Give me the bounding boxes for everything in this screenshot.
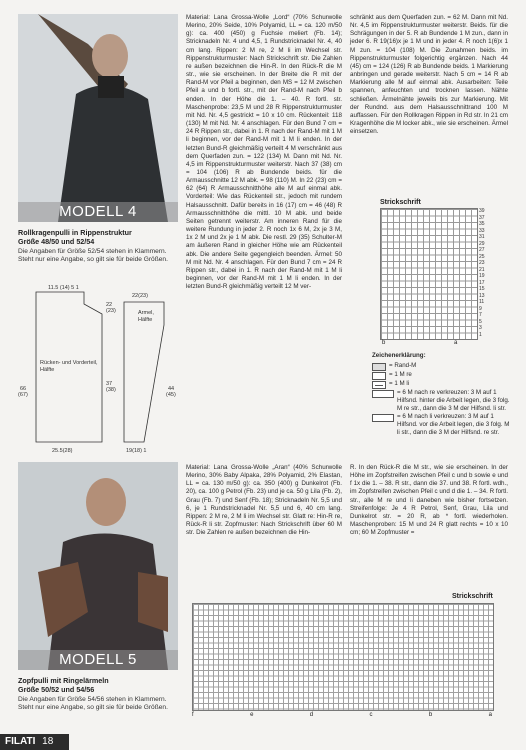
model-5-title-line2: Größe 50/52 und 54/56 xyxy=(18,685,95,694)
page-footer xyxy=(0,734,69,750)
model-4-photo xyxy=(18,14,178,222)
row-label: 25 xyxy=(479,253,485,260)
schematic-sleeve-label: Ärmel, Hälfte xyxy=(138,310,154,323)
legend-item xyxy=(372,362,512,371)
row-label: 17 xyxy=(479,279,485,286)
legend-item-text: = 1 M li xyxy=(389,380,410,387)
chart-top-arrow-a: a xyxy=(454,340,458,346)
row-label: 37 xyxy=(479,214,485,221)
row-label: 19 xyxy=(479,273,485,279)
chart-top-grid xyxy=(380,208,478,340)
row-label: 1 xyxy=(479,331,482,338)
legend-item-text: = 6 M nach li verkreuzen: 3 M auf 1 Hilfsnd. vor die Arbeit legen, die 3 folg. M li str., dann die 3 M der Hilfsnd. re str. xyxy=(397,413,510,436)
row-label: 7 xyxy=(479,312,482,318)
row-label: 11 xyxy=(479,299,485,305)
chart-bottom-grid xyxy=(192,603,494,711)
model-5-label: MODELL 5 xyxy=(18,650,178,670)
cable-right-icon xyxy=(372,390,394,398)
legend-item xyxy=(372,371,512,380)
row-label: 27 xyxy=(479,247,485,253)
model-4-title xyxy=(18,228,178,246)
schematic-h5: 66 xyxy=(20,386,27,392)
schematic-h3: 37 xyxy=(106,381,113,387)
instructions-model-5-col1: Material: Lana Grossa-Wolle „Aran“ (40% Schurwolle Merino, 30% Baby Alpaka, 28% Polyamid, 2% Elastan, LL = ca. 130 m/50 g): ca. 350 (400) g Dunkelrot (Fb. 20), ca. 100 g Petrol (Fb. 23) und je ca. 50 g Lila (Fb. 2), Grau (Fb. 7) und Senf (Fb. 18); Stricknadeln Nr. 5,5 und 6, je 1 Rundstricknadel Nr. 5,5 und 6, 40 cm lang. Rippen: 2 M re, 2 M li im Wechsel str. Glatt re: Hin-R re, Rück-R li str. Zopfmuster: Nach Strickschrift über 60 M str. Die Zahlen re außen bezeichnen die Hin- xyxy=(186,464,342,537)
chart-top-title: Strickschrift xyxy=(380,199,421,206)
model-4-size-note: Die Angaben für Größe 52/54 stehen in Klammern. Steht nur eine Angabe, so gilt sie für beide Größen. xyxy=(18,248,168,264)
model-4-title-line2: Größe 48/50 und 52/54 xyxy=(18,237,95,246)
instructions-model-4-col2: schränkt aus dem Querfaden zun. = 62 M. Dann mit Nd. Nr. 4,5 im Rippenstrukturmuster weiterstr. Beids. für die Schrägungen in der 5. R ab Bundende 1 M zun., dann in jeder 6. R 19(16)x je 1 M und in jeder 4. R noch 1(6)x 1 M zun. = 104 (108) M. Die Zunahmen beids. im Rippenstrukturmuster folgerichtig ergänzen. Nach 44 (45) cm = 124 (126) R ab Bundende beids. 1 Markierung anbringen und gerade weiterstr. Nach 5 cm = 14 R ab Markierung alle M auf einmal abk. Ausarbeiten: Teile spannen, anfeuchten und trocknen lassen. Nähte schließen. Ärmelnähte jeweils bis zur Markierung. Mit der Rundnd. aus dem Halsausschnittrand 100 M auffassen. Für den Rollkragen Rippen in Rd str. In 21 cm Kragenhöhe die M locker abk., wie sie erscheinen. Ärmel einsetzen. xyxy=(350,14,508,136)
arrow-label: d xyxy=(309,712,314,718)
legend-item-text: = 6 M nach re verkreuzen: 3 M auf 1 Hilfsnd. hinter die Arbeit legen, die 3 folg. M re str., dann die 3 M der Hilfsnd. li str. xyxy=(397,389,510,412)
chart-top-arrow-b: b xyxy=(382,340,386,346)
model-5-title xyxy=(18,676,178,694)
schematic-h6: (67) xyxy=(18,392,28,398)
model-5-photo-graphic xyxy=(18,462,178,670)
row-label: 15 xyxy=(479,286,485,292)
arrow-label: e xyxy=(250,712,254,718)
row-label: 5 xyxy=(479,318,482,325)
model-5-size-note: Die Angaben für Größe 54/56 stehen in Klammern. Steht nur eine Angabe, so gilt sie für beide Größen. xyxy=(18,696,168,712)
row-label: 21 xyxy=(479,266,485,273)
model-4-photo-graphic xyxy=(18,14,178,222)
model-5-title-line1: Zopfpulli mit Ringelärmeln xyxy=(18,676,109,685)
chart-top-row-labels xyxy=(479,208,485,338)
legend-item-text: = Rand-M xyxy=(389,362,417,369)
schematic-front-label: Rücken- und Vorderteil, Hälfte xyxy=(40,360,98,373)
schematic-h2: (23) xyxy=(106,308,116,314)
row-label: 35 xyxy=(479,221,485,227)
legend xyxy=(372,352,512,437)
purl-stitch-icon xyxy=(372,381,386,389)
row-label: 33 xyxy=(479,227,485,234)
schematic-h1: 22 xyxy=(106,302,113,308)
cable-left-icon xyxy=(372,414,394,422)
legend-title: Zeichenerklärung: xyxy=(372,352,426,359)
legend-item-text: = 1 M re xyxy=(389,371,412,378)
schematic-top-width: 11.5 (14) 5 1 xyxy=(48,285,79,291)
row-label: 29 xyxy=(479,240,485,247)
chart-bottom-title: Strickschrift xyxy=(452,593,493,600)
schematic-bottom-width: 25.5(28) xyxy=(52,448,73,454)
legend-item xyxy=(372,380,512,389)
model-5-photo xyxy=(18,462,178,670)
schematic-h8: (45) xyxy=(166,392,176,398)
schematic-sleeve-top: 22(23) xyxy=(132,293,148,299)
instructions-model-5-col2: R. In den Rück-R die M str., wie sie erscheinen. In der Höhe im Zopfstreifen zwischen Pfeil c und b sowie e und f 1x die 1. – 38. R str., dann die 37. und 38. R fortl. wdh., im Zopfstreifen zwischen Pfeil c und d die 1. – 34. R fortl. str., alle M re und li daneben wie bisher fortsetzen. Streifenfolge: Je 4 R Petrol, Senf, Grau, Lila und Dunkelrot str. = 20 R, ab * fortl. wiederholen. Maschenproben: 15 M und 24 R glatt rechts = 10 x 10 cm; 60 M Zopfmuster = xyxy=(350,464,508,537)
edge-stitch-icon xyxy=(372,363,386,371)
garment-schematic xyxy=(14,280,184,460)
row-label: 3 xyxy=(479,325,482,331)
knit-stitch-icon xyxy=(372,372,386,380)
model-4-title-line1: Rollkragenpulli in Rippenstruktur xyxy=(18,228,132,237)
schematic-h7: 44 xyxy=(168,386,175,392)
page-number: 18 xyxy=(42,736,54,747)
legend-item xyxy=(372,389,512,413)
row-label: 9 xyxy=(479,305,482,312)
instructions-model-4-col1: Material: Lana Grossa-Wolle „Lord“ (70% Schurwolle Merino, 20% Seide, 10% Polyamid, LL = ca. 120 m/50 g): ca. 400 (450) g Fuchsie meliert (Fb. 14); Stricknadeln Nr. 4 und 4,5, 1 Rundstricknadel Nr. 4, 40 cm lang. Rippen: 2 M re, 2 M li im Wechsel str. Rippenstrukturmuster: Nach Strickschrift str. Die Zahlen re außen bezeichnen die Hin-R. In den Rück-R die M str., wie sie erscheinen. In der Breite die R mit der Rand-M vor Pfeil a beginnen, den MS = 12 M zwischen Pfeil a und b fortl. str., mit der Rand-M nach Pfeil b enden. In der Höhe die 1. – 40. R fortl. str. Maschenprobe: 23,5 M und 28 R Rippenstrukturmuster mit Nd. Nr. 4,5 gestrickt = 10 x 10 cm. Rückenteil: 118 (130) M mit Nd. Nr. 4 anschlagen. Für den Bund 7 cm = 24 R Rippen str., dabei in 1. R nach der Rand-M mit 1 M li beginnen, vor der Rand-M mit 1 M li enden. In der letzten Bund-R gleichmäßig verteilt 4 M verschränkt aus dem Querfaden zun. = 122 (134) M. Dann mit Nd. Nr. 4,5 im Rippenstrukturmuster weiterstr. Nach 37 (38) cm = 104 (106) R ab Bundende beids. für die Armausschnitte 12 M abk. = 98 (110) M. In 22 (23) cm = 62 (64) R Armausschnitthöhe alle M auf einmal abk. Vorderteil: Wie das Rückenteil str., jedoch mit rundem Halsausschnitt. Dafür bereits in 16 (17) cm = 46 (48) R Armausschnitthöhe die mittl. 10 M abk. und beide Seiten getrennt weiterstr. Am inneren Rand für die weitere Rundung in jeder 2. R noch 1x 6 M, 2x je 3 M, 1x 2 M und 2x je 1 M abk. Die restl. 29 (35) Schulter-M am äußeren Rand in gleicher Höhe wie am Rückenteil abk. Die andere Seite gegengleich beenden. Ärmel: 50 M mit Nd. Nr. 4 anschlagen. Für den Bund 7 cm = 24 R Rippen str., dabei in 1. R nach der Rand-M mit 1 M li beginnen, vor der Rand-M mit 1 M li enden. In der letzten Bund-R gleichmäßig verteilt 12 M ver- xyxy=(186,14,342,291)
schematic-h4: (38) xyxy=(106,387,116,393)
arrow-label: c xyxy=(369,712,373,718)
model-4-label: MODELL 4 xyxy=(18,202,178,222)
row-label: 23 xyxy=(479,260,485,266)
chart-bottom-arrows xyxy=(192,712,492,718)
arrow-label: f xyxy=(192,712,194,718)
row-label: 39 xyxy=(479,208,485,214)
schematic-sleeve-bottom: 19(18) 1 xyxy=(126,448,147,454)
brand-logo: FILATI xyxy=(5,736,36,747)
arrow-label: a xyxy=(488,712,492,718)
legend-item xyxy=(372,413,512,437)
row-label: 13 xyxy=(479,292,485,299)
row-label: 31 xyxy=(479,234,485,240)
arrow-label: b xyxy=(428,712,433,718)
